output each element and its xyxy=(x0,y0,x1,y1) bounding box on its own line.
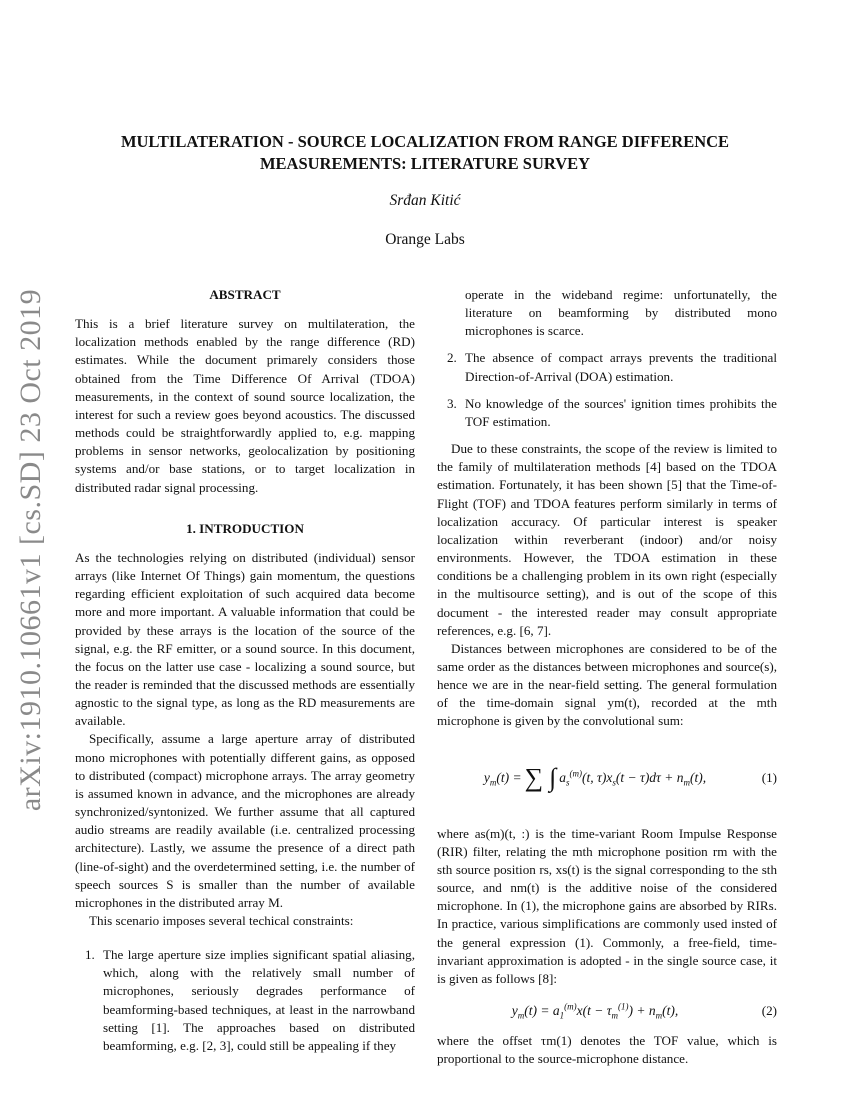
intro-paragraph-4: Due to these constraints, the scope of the review is limited to the family of multilateration methods [4] based on the TDOA estimation. Fortunately, it has been shown [5] that the Time-of-Flight (TOF) and TDOA features perform similarly in terms of localization accuracy. Of particular interest is speaker localization within reverberant (indoor) and/or noisy environments. However, the TDOA estimation in these conditions be a challenging problem in its own right (especially in the multisource setting), and is out of the scope of this document - the interested reader may consult appropriate references, e.g. [6, 7]. xyxy=(437,441,777,638)
list-item xyxy=(437,349,777,385)
equation-2-body: $y_m(t) = a_1^{(m)}x(t - \tau_m^{(1)}) + n_m(t)$, xyxy=(511,1001,679,1021)
constraints-list-continued xyxy=(437,286,777,431)
list-item-number: 2. xyxy=(447,350,457,366)
intro-paragraph-5: Distances between microphones are considered to be of the same order as the distances between microphones and source(s), hence we are in the near-field setting. The general formulation of the time-domain signal ym(t), recorded at the mth microphone is given by the convolutional sum: xyxy=(437,640,777,729)
list-item-text: operate in the wideband regime: unfortunatelly, the literature on beamforming by distributed mono microphones is scarce. xyxy=(465,287,777,339)
title-line-1: MULTILATERATION - SOURCE LOCALIZATION FROM RANGE DIFFERENCE xyxy=(120,132,730,151)
list-item-text: The large aperture size implies significant spatial aliasing, which, along with the relatively small number of microphones, seriously degrades performance of beamforming-based techniques, at least in the narrowband setting [1]. The approaches based on distributed beamforming, e.g. [2, 3], could still be appealing if they xyxy=(103,947,415,1053)
list-item-text: No knowledge of the sources' ignition times prohibits the TOF estimation. xyxy=(465,395,777,429)
intro-paragraph-3: This scenario imposes several techical constraints: xyxy=(89,913,354,928)
arxiv-margin-stamp xyxy=(6,270,56,830)
intro-paragraph-2: Specifically, assume a large aperture array of distributed mono microphones with potentially different gains, as opposed to distributed (compact) microphone arrays. The array geometry is assumed known in advance, and the microphones are already synchronized/syntonized. We further assume that all captured audio streams are readily available (i.e. centralized processing architecture). Lastly, we assume the presence of a direct path (line-of-sight) and the overdetermined setting, i.e. the number of speech sources S is smaller than the number of available microphones in the distributed array M. xyxy=(75,731,415,910)
list-item-continuation xyxy=(437,286,777,340)
intro-paragraph-1: As the technologies relying on distributed (individual) sensor arrays (like Internet Of Things) gain momentum, the questions regarding efficient exploitation of such acquired data become more and more important. A valuable information that could be provided by these arrays is the location of the source of the signal, e.g. the RF emitter, or a sound source. In this document, the focus on the latter use case - localizing a sound source, but the reader is reminded that the discussed methods are essentially agnostic to the signal type, as long as the RD measurements are available. xyxy=(75,549,415,729)
equation-1 xyxy=(437,741,777,815)
abstract-text: This is a brief literature survey on multilateration, the localization methods enabled by the range difference (RD) estimates. While the document primarely considers those obtained from the Time Difference Of Arrival (TDOA) measurements, in the context of sound source localization, the interest for such a review goes beyond acoustics. The discussed methods could be straightforwardly applied to, e.g. mapping problems in sensor networks, geolocalization by positioning systems and/or base stations, or to target localization in distributed radar signal processing. xyxy=(75,316,415,495)
list-item xyxy=(437,395,777,431)
right-column xyxy=(437,286,777,1068)
list-item xyxy=(75,946,415,1055)
list-item-number: 3. xyxy=(447,395,457,411)
list-item-text: The absence of compact arrays prevents the traditional Direction-of-Arrival (DOA) estimation. xyxy=(465,350,777,384)
author-affiliation: Orange Labs xyxy=(385,231,465,248)
intro-paragraph-6: where as(m)(t, :) is the time-variant Room Impulse Response (RIR) filter, relating the mth microphone position rm with the sth source position rs, xs(t) is the signal corresponding to the sth source, and nm(t) is the additive noise of the considered microphone. In (1), the microphone gains are absorbed by RIRs. In practice, various simplifications are commonly used insted of the general expression (1). Commonly, a free-field, time-invariant approximation is adopted - in the single source case, it is given as follows [8]: xyxy=(437,825,777,986)
list-item-number: 1. xyxy=(85,947,95,963)
equation-1-number: (1) xyxy=(761,769,777,785)
title-line-2: MEASUREMENTS: LITERATURE SURVEY xyxy=(259,154,591,173)
equation-2 xyxy=(437,996,777,1026)
arxiv-stamp-text: arXiv:1910.10661v1 [cs.SD] 23 Oct 2019 xyxy=(14,288,47,812)
paper-title xyxy=(100,131,750,175)
abstract-heading: ABSTRACT xyxy=(209,287,281,302)
author-name: Srđan Kitić xyxy=(389,192,461,209)
constraints-list xyxy=(75,946,415,1055)
left-column xyxy=(75,286,415,1064)
equation-1-body: $y_m(t)$ = ∑ ∫ $a_s^{(m)}(t$, $\tau)x_s(t - \tau)d\tau + n_m(t)$, xyxy=(483,762,707,792)
introduction-heading: 1. INTRODUCTION xyxy=(186,520,304,536)
intro-paragraph-7: where the offset τm(1) denotes the TOF value, which is proportional to the source-microphone distance. xyxy=(437,1033,777,1067)
equation-2-number: (2) xyxy=(761,1002,777,1018)
